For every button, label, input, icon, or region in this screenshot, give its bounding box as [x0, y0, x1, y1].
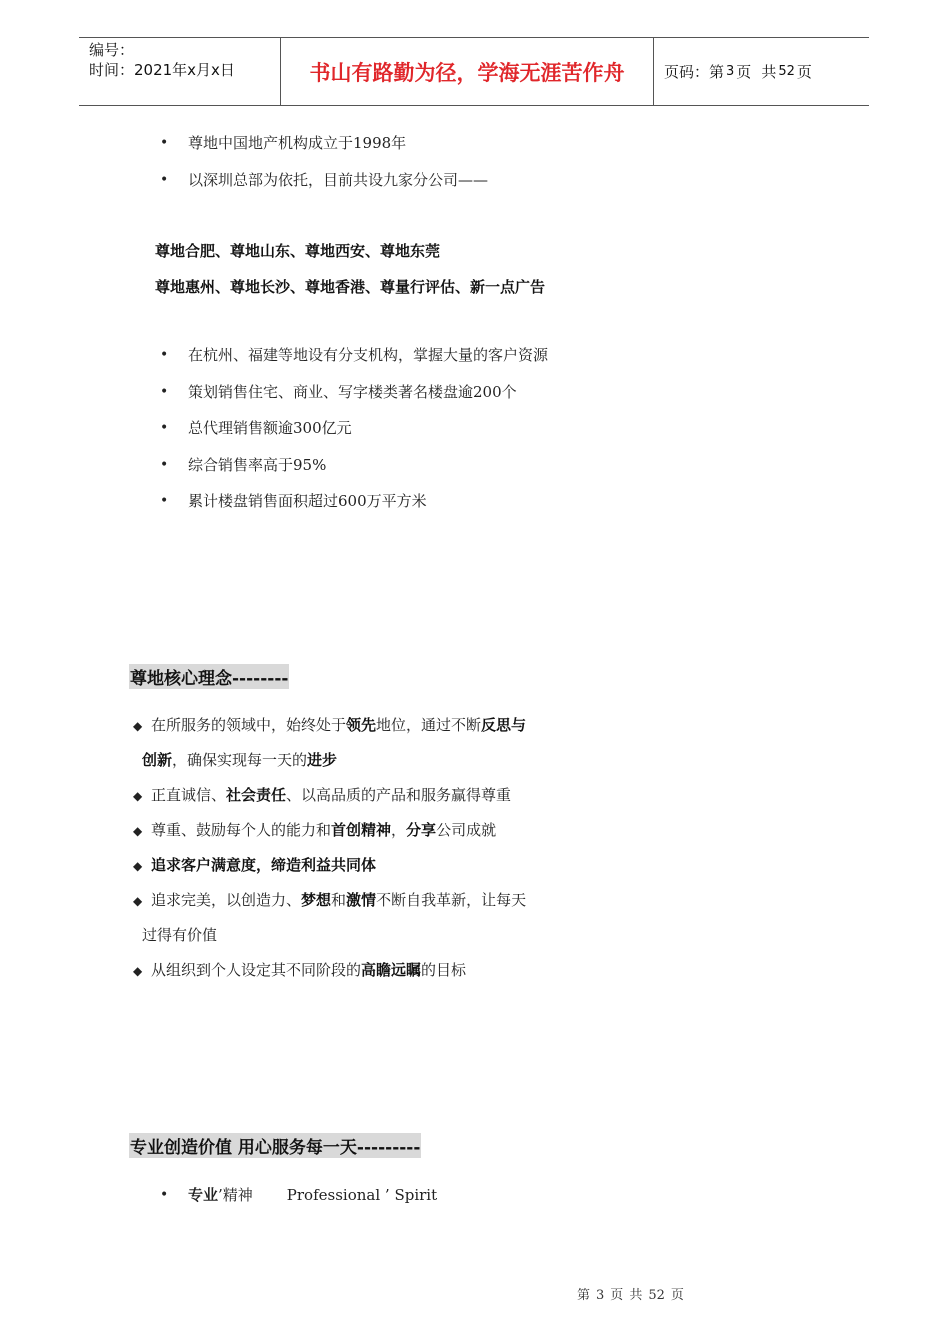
bullet-icon: •	[160, 383, 169, 400]
bullet-icon: •	[160, 420, 169, 436]
branches-line-1: 尊地合肥、尊地山东、尊地西安、尊地东莞	[155, 242, 441, 260]
document-date: 时间：2021年x月x日	[89, 61, 235, 79]
footer-page-number: 3	[596, 1288, 605, 1303]
list-item: ◆ 尊重、鼓励每个人的能力和首创精神，分享公司成就	[133, 819, 603, 854]
list-item: • 以深圳总部为依托，目前共设九家分公司——	[160, 170, 489, 189]
list-item-continuation: 创新，确保实现每一天的进步	[142, 751, 338, 769]
list-item: • 累计楼盘销售面积超过600万平方米	[160, 492, 427, 510]
bullet-icon: •	[160, 493, 169, 509]
spirit-list	[160, 1184, 437, 1221]
page-footer: 第 3 页 共 52 页	[577, 1288, 684, 1303]
list-item: ◆ 追求客户满意度，缔造利益共同体	[133, 854, 603, 889]
diamond-bullet-icon: ◆	[133, 894, 143, 908]
page-prefix: 页码：第	[664, 63, 725, 81]
diamond-bullet-icon: ◆	[133, 789, 143, 803]
list-item: ◆ 正直诚信、社会责任、以高品质的产品和服务赢得尊重	[133, 784, 603, 819]
list-item: ◆ 追求完美，以创造力、梦想和激情不断自我革新，让每天	[133, 889, 603, 924]
spirit-english: Professional ’ Spirit	[286, 1186, 438, 1204]
list-item: • 总代理销售额逾300亿元	[160, 419, 352, 437]
document-header	[79, 37, 869, 106]
value-section-title: 专业创造价值 用心服务每一天---------	[129, 1133, 421, 1158]
diamond-bullet-icon: ◆	[133, 859, 143, 873]
header-motto: 书山有路勤为径，学海无涯苦作舟	[280, 38, 654, 105]
list-item: ◆ 从组织到个人设定其不同阶段的高瞻远瞩的目标	[133, 959, 603, 994]
list-item: • 尊地中国地产机构成立于1998年	[160, 134, 407, 152]
spirit-label: ’精神	[218, 1186, 253, 1204]
total-prefix: 共	[761, 63, 777, 81]
list-item: • 策划销售住宅、商业、写字楼类著名楼盘逾200个	[160, 382, 517, 401]
bullet-icon: •	[160, 347, 169, 363]
list-item: • 在杭州、福建等地设有分支机构，掌握大量的客户资源	[160, 346, 549, 364]
total-suffix: 页	[796, 63, 812, 81]
core-philosophy-title: 尊地核心理念--------	[129, 664, 289, 689]
list-item	[160, 1184, 437, 1221]
branches-line-2: 尊地惠州、尊地长沙、尊地香港、尊量行评估、新一点广告	[155, 278, 546, 296]
header-page-indicator	[654, 38, 869, 105]
page-mid: 页	[736, 63, 752, 81]
list-item: ◆ 在所服务的领域中，始终处于领先地位，通过不断反思与	[133, 714, 603, 749]
intro-list	[160, 132, 488, 205]
bullet-icon: •	[160, 135, 169, 151]
bullet-icon: •	[160, 171, 169, 188]
diamond-bullet-icon: ◆	[133, 824, 143, 838]
bullet-icon: •	[160, 456, 169, 473]
list-item-continuation: 过得有价值	[142, 926, 218, 944]
page-number: 3	[726, 64, 735, 79]
list-item: • 综合销售率高于95%	[160, 455, 327, 474]
diamond-bullet-icon: ◆	[133, 719, 143, 733]
header-meta	[79, 38, 280, 105]
stats-list	[160, 344, 548, 527]
core-philosophy-list	[133, 714, 603, 994]
total-pages: 52	[778, 64, 795, 79]
footer-total-pages: 52	[648, 1288, 665, 1303]
bullet-icon: •	[160, 1187, 169, 1203]
diamond-bullet-icon: ◆	[133, 964, 143, 978]
spirit-bold-label: 专业	[188, 1186, 219, 1204]
document-number-label: 编号：	[89, 41, 135, 59]
